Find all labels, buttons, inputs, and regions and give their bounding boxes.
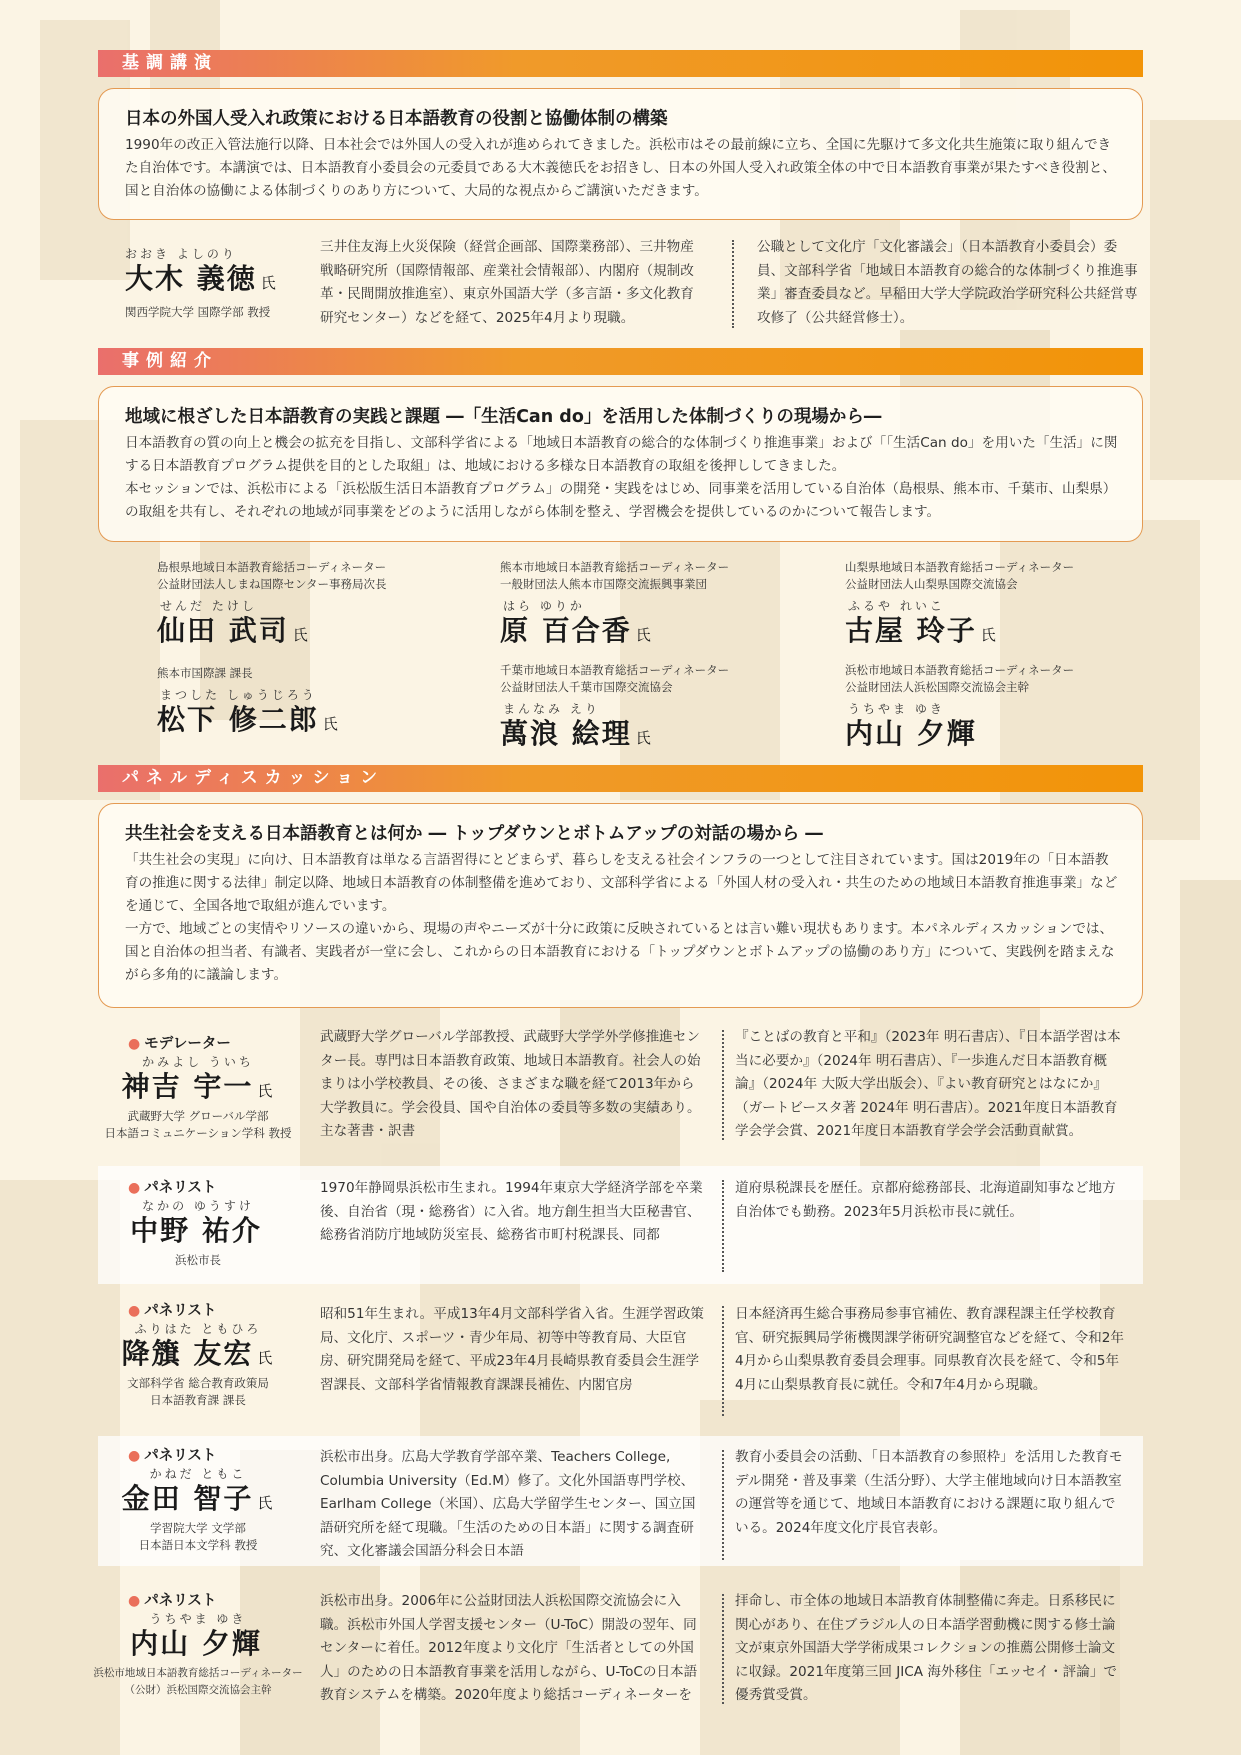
column-divider bbox=[722, 1594, 724, 1704]
speaker-name: 松下 修二郎 氏 bbox=[157, 703, 340, 736]
speaker-ruby: まつした しゅうじろう bbox=[160, 688, 317, 702]
speaker-affiliation-1: 島根県地域日本語教育総括コーディネーター bbox=[157, 560, 387, 574]
member-ruby: かみよし ういち bbox=[142, 1055, 254, 1069]
speaker-name: 仙田 武司 氏 bbox=[157, 614, 310, 647]
case-speaker bbox=[157, 662, 457, 741]
member-bio-2: 道府県税課長を歴任。京都府総務部長、北海道副知事など地方自治体でも勤務。2023年5月浜松市長に就任。 bbox=[735, 1180, 1116, 1220]
cases-body-1: 日本語教育の質の向上と機会の拡充を目指し、文部科学省による「地域日本語教育の総合的な体制づくり推進事業」および「「生活Can do」を用いた「生活」に関する日本語教育プログラム提供を目的とした取組」は、地域における多様な日本語教育の取組を後押ししてきました。 bbox=[125, 435, 1118, 474]
member-bio-2: 拝命し、市全体の地域日本語教育体制整備に奔走。日系移民に関心があり、在住ブラジル人の日本語学習動機に関する修士論文が東京外国語大学学術成果コレクションの推薦公開修士論文に収録。2021年度第三回 JICA 海外移住「エッセイ・評論」で優秀賞受賞。 bbox=[735, 1593, 1118, 1703]
speaker-affiliation: 関西学院大学 国際学部 教授 bbox=[125, 305, 271, 319]
keynote-body: 1990年の改正入管法施行以降、日本社会では外国人の受入れが進められてきました。浜松市はその最前線に立ち、全国に先駆けて多文化共生施策に取り組んできた自治体です。本講演では、日本語教育小委員会の元委員である大木義徳氏をお招きし、日本の外国人受入れ政策全体の中で日本語教育事業が果たすべき役割と、国と自治体の協働による体制づくりのあり方について、大局的な視点からご講演いただきます。 bbox=[125, 137, 1116, 199]
panel-member bbox=[98, 1299, 298, 1409]
bullet-icon: ● bbox=[128, 1303, 141, 1319]
panel-member bbox=[98, 1176, 298, 1269]
keynote-speaker bbox=[125, 245, 295, 321]
speaker-affiliation-1: 熊本市地域日本語教育総括コーディネーター bbox=[500, 560, 730, 574]
member-name: 降籏 友宏 氏 bbox=[121, 1337, 275, 1370]
column-divider bbox=[732, 240, 734, 328]
cases-box bbox=[98, 386, 1143, 542]
member-bio-2: 日本経済再生総合事務局参事官補佐、教育課程課主任学校教育官、研究振興局学術機関課学術研究調整官などを経て、令和2年4月から山梨県教育委員会理事。同県教育次長を経て、令和5年4月に山梨県教育長に就任。令和7年4月から現職。 bbox=[735, 1306, 1124, 1393]
keynote-heading: 基調講演 bbox=[98, 50, 1143, 77]
panel-body-2: 一方で、地域ごとの実情やリソースの違いから、現場の声やニーズが十分に政策に反映されているとは言い難い現状もあります。本パネルディスカッションでは、国と自治体の担当者、有識者、実践者が一堂に会し、これからの日本語教育における「トップダウンとボトムアップの協働のあり方」について、実践例を踏まえながら多角的に議論します。 bbox=[125, 921, 1115, 983]
speaker-ruby: うちやま ゆき bbox=[848, 702, 945, 716]
column-divider bbox=[722, 1180, 724, 1272]
member-bio-1: 浜松市出身。2006年に公益財団法人浜松国際交流協会に入職。浜松市外国人学習支援センター（U-ToC）開設の翌年、同センターに着任。2012年度より文化庁「生活者としての外国人」のための日本語教育事業を活用しながら、U-ToCの日本語教育システムを構築。2020年度より総括コーディネーターを bbox=[320, 1593, 698, 1703]
member-bio-1: 浜松市出身。広島大学教育学部卒業、Teachers College, Columbia University（Ed.M）修了。文化外国語専門学校、Earlham College（米国）、広島大学留学生センター、国立国語研究所を経て現職。「生活のための日本語」に関する調査研究、文化審議会国語分科会日本語 bbox=[320, 1449, 696, 1559]
speaker-name: 萬浪 絵理 氏 bbox=[500, 717, 653, 750]
speaker-affiliation-1: 千葉市地域日本語教育総括コーディネーター bbox=[500, 663, 730, 677]
member-role: ● モデレーター bbox=[128, 1036, 231, 1052]
speaker-name: 内山 夕輝 bbox=[845, 717, 977, 750]
panel-member bbox=[98, 1444, 298, 1554]
speaker-ruby: ふるや れいこ bbox=[848, 599, 945, 613]
case-speaker bbox=[157, 559, 457, 652]
cases-heading: 事例紹介 bbox=[98, 348, 1143, 375]
member-name: 金田 智子 氏 bbox=[121, 1482, 275, 1515]
speaker-affiliation-1: 山梨県地域日本語教育総括コーディネーター bbox=[845, 560, 1075, 574]
member-affiliation-1: 浜松市長 bbox=[175, 1253, 221, 1267]
member-name: 内山 夕輝 bbox=[130, 1627, 262, 1660]
bullet-icon: ● bbox=[128, 1036, 141, 1052]
speaker-ruby: まんなみ えり bbox=[503, 702, 600, 716]
speaker-ruby: はら ゆりか bbox=[503, 599, 585, 613]
column-divider bbox=[722, 1450, 724, 1560]
member-bio-1: 1970年静岡県浜松市生まれ。1994年東京大学経済学部を卒業後、自治省（現・総務省）に入省。地方創生担当大臣秘書官、総務省消防庁地域防災室長、総務省市町村税課長、同都 bbox=[320, 1180, 703, 1243]
column-divider bbox=[722, 1030, 724, 1140]
member-ruby: ふりはた ともひろ bbox=[134, 1322, 262, 1336]
speaker-affiliation-2: 公益財団法人山梨県国際交流協会 bbox=[845, 577, 1018, 591]
panel-heading: パネルディスカッション bbox=[98, 765, 1143, 792]
case-speaker bbox=[500, 559, 800, 652]
speaker-name: 大木 義徳 氏 bbox=[125, 262, 278, 295]
member-role: ● パネリスト bbox=[128, 1303, 217, 1319]
member-affiliation-2: 日本語日本文学科 教授 bbox=[138, 1538, 258, 1552]
member-role: ● パネリスト bbox=[128, 1448, 217, 1464]
panel-member bbox=[92, 1589, 304, 1699]
member-bio-1: 昭和51年生まれ。平成13年4月文部科学省入省。生涯学習政策局、文化庁、スポーツ・青少年局、初等中等教育局、大臣官房、研究開発局を経て、平成23年4月長崎県教育委員会生涯学習課長、文部科学省情報教育課課長補佐、内閣官房 bbox=[320, 1306, 704, 1393]
speaker-ruby: せんだ たけし bbox=[160, 599, 257, 613]
member-bio-2: 『ことばの教育と平和』（2023年 明石書店）、『日本語学習は本当に必要か』（2024年 明石書店）、『一歩進んだ日本語教育概論』（2024年 大阪大学出版会）、『よい教育研究とはなにか』（ガートビースタ著 2024年 明石書店）。2021年度日本語教育学会学会賞、2021年度日本語教育学会学会活動貢献賞。 bbox=[735, 1029, 1121, 1139]
speaker-name: 古屋 玲子 氏 bbox=[845, 614, 998, 647]
member-name: 神吉 宇一 氏 bbox=[121, 1070, 275, 1103]
cases-body-2: 本セッションでは、浜松市による「浜松版生活日本語教育プログラム」の開発・実践をはじめ、同事業を活用している自治体（島根県、熊本市、千葉市、山梨県）の取組を共有し、それぞれの地域が同事業をどのように活用しながら体制を整え、学習機会を提供しているのかについて報告します。 bbox=[125, 481, 1117, 520]
member-affiliation-2: 日本語コミュニケーション学科 教授 bbox=[104, 1126, 292, 1140]
member-bio-2: 教育小委員会の活動、「日本語教育の参照枠」を活用した教育モデル開発・普及事業（生活分野）、大学主催地域向け日本語教室の運営等を通じて、地域日本語教育における課題に取り組んでいる。2024年度文化庁長官表彰。 bbox=[735, 1449, 1123, 1536]
member-affiliation-1: 学習院大学 文学部 bbox=[150, 1521, 246, 1535]
case-speaker bbox=[500, 662, 800, 755]
member-affiliation-1: 文部科学省 総合教育政策局 bbox=[127, 1376, 269, 1390]
case-speaker bbox=[845, 662, 1145, 755]
member-affiliation-1: 武蔵野大学 グローバル学部 bbox=[127, 1109, 269, 1123]
keynote-speaker-bio-1: 三井住友海上火災保険（経営企画部、国際業務部）、三井物産戦略研究所（国際情報部、産業社会情報部）、内閣府（規制改革・民間開放推進室）、東京外国語大学（多言語・多文化教育研究センター）などを経て、2025年4月より現職。 bbox=[320, 239, 694, 326]
bullet-icon: ● bbox=[128, 1180, 141, 1196]
speaker-affiliation-2: 公益財団法人しまね国際センター事務局次長 bbox=[157, 577, 387, 591]
member-role: ● パネリスト bbox=[128, 1593, 217, 1609]
bullet-icon: ● bbox=[128, 1593, 141, 1609]
speaker-affiliation-1: 浜松市地域日本語教育総括コーディネーター bbox=[845, 663, 1075, 677]
speaker-ruby: おおき よしのり bbox=[125, 247, 237, 261]
case-speaker bbox=[845, 559, 1145, 652]
member-affiliation-2: （公財）浜松国際交流協会主幹 bbox=[124, 1684, 272, 1696]
member-role: ● パネリスト bbox=[128, 1180, 217, 1196]
bullet-icon: ● bbox=[128, 1448, 141, 1464]
member-ruby: うちやま ゆき bbox=[149, 1612, 247, 1626]
keynote-box bbox=[98, 88, 1143, 220]
panel-title: 共生社会を支える日本語教育とは何か ― トップダウンとボトムアップの対話の場から ― bbox=[125, 824, 823, 844]
panel-box bbox=[98, 803, 1143, 1008]
member-affiliation-1: 浜松市地域日本語教育総括コーディネーター bbox=[93, 1667, 303, 1679]
member-affiliation-2: 日本語教育課 課長 bbox=[150, 1393, 246, 1407]
cases-title: 地域に根ざした日本語教育の実践と課題 ―「生活Can do」を活用した体制づくりの現場から― bbox=[125, 407, 882, 427]
keynote-title: 日本の外国人受入れ政策における日本語教育の役割と協働体制の構築 bbox=[125, 109, 668, 129]
column-divider bbox=[722, 1306, 724, 1416]
member-ruby: かねだ ともこ bbox=[149, 1467, 247, 1481]
speaker-name: 原 百合香 氏 bbox=[500, 614, 653, 647]
member-bio-1: 武蔵野大学グローバル学部教授、武蔵野大学学外学修推進センター長。専門は日本語教育政策、地域日本語教育。社会人の始まりは小学校教員、その後、さまざまな職を経て2013年から大学教員に。学会役員、国や自治体の委員等多数の実績あり。主な著書・訳書 bbox=[320, 1029, 701, 1139]
member-name: 中野 祐介 bbox=[130, 1214, 262, 1247]
member-ruby: なかの ゆうすけ bbox=[142, 1199, 254, 1213]
keynote-speaker-bio-2: 公職として文化庁「文化審議会」（日本語教育小委員会）委員、文部科学省「地域日本語教育の総合的な体制づくり推進事業」審査委員など。早稲田大学大学院政治学研究科公共経営専攻修了（公共経営修士）。 bbox=[757, 239, 1138, 326]
speaker-affiliation-2: 一般財団法人熊本市国際交流振興事業団 bbox=[500, 577, 707, 591]
speaker-affiliation-2: 公益財団法人浜松国際交流協会主幹 bbox=[845, 680, 1029, 694]
panel-body-1: 「共生社会の実現」に向け、日本語教育は単なる言語習得にとどまらず、暮らしを支える社会インフラの一つとして注目されています。国は2019年の「日本語教育の推進に関する法律」制定以降、地域日本語教育の体制整備を進めており、文部科学省による「外国人材の受入れ・共生のための地域日本語教育推進事業」などを通じて、全国各地で取組が進んでいます。 bbox=[125, 852, 1118, 914]
speaker-affiliation-2: 公益財団法人千葉市国際交流協会 bbox=[500, 680, 673, 694]
panel-member bbox=[98, 1032, 298, 1142]
speaker-affiliation-2: 熊本市国際課 課長 bbox=[157, 666, 253, 680]
